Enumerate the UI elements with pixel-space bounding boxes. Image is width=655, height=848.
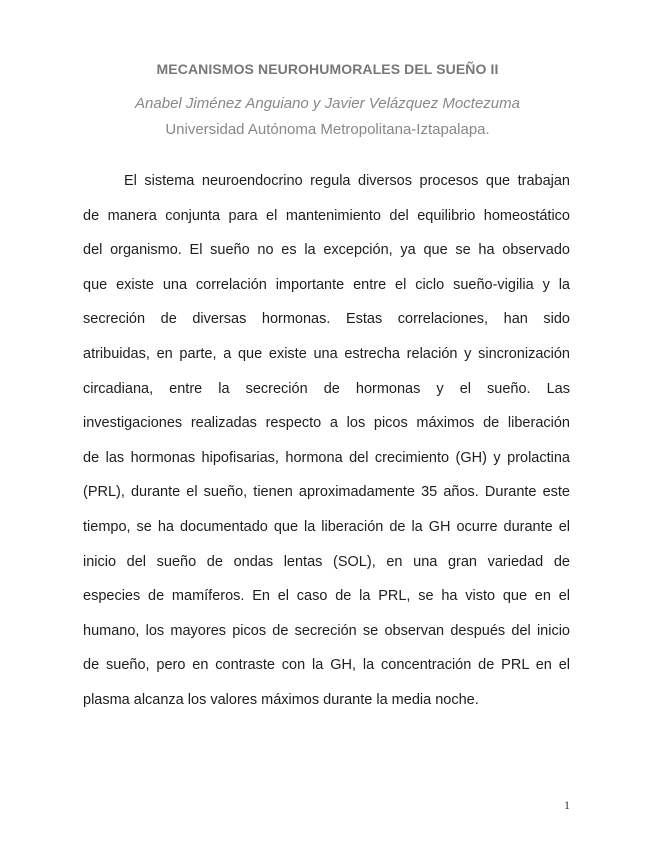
paragraph-line: investigaciones realizadas respecto a los picos máximos de liberación [83, 415, 570, 432]
paragraph-line: del organismo. El sueño no es la excepción, ya que se ha observado [83, 242, 570, 259]
paragraph-line: inicio del sueño de ondas lentas (SOL), en una gran variedad de [83, 553, 570, 570]
paragraph-line: (PRL), durante el sueño, tienen aproximadamente 35 años. Durante este [83, 484, 570, 501]
paragraph-line: de sueño, pero en contraste con la GH, la concentración de PRL en el [83, 657, 570, 674]
paragraph-line: tiempo, se ha documentado que la liberación de la GH ocurre durante el [83, 518, 570, 535]
paragraph-line: plasma alcanza los valores máximos durante la media noche. [83, 691, 479, 708]
page-number: 1 [564, 798, 570, 812]
paragraph-line: humano, los mayores picos de secreción se observan después del inicio [83, 622, 570, 639]
document-authors: Anabel Jiménez Anguiano y Javier Velázquez Moctezuma [135, 95, 520, 112]
paragraph-line: circadiana, entre la secreción de hormonas y el sueño. Las [83, 380, 570, 397]
paragraph-line: que existe una correlación importante entre el ciclo sueño-vigilia y la [83, 276, 570, 293]
paragraph-line: atribuidas, en parte, a que existe una estrecha relación y sincronización [83, 345, 570, 362]
paragraph-line: El sistema neuroendocrino regula diversos procesos que trabajan [124, 173, 570, 189]
document-title: MECANISMOS NEUROHUMORALES DEL SUEÑO II [156, 61, 499, 77]
document-affiliation: Universidad Autónoma Metropolitana-Iztapalapa. [165, 121, 490, 138]
paragraph-line: de manera conjunta para el mantenimiento del equilibrio homeostático [83, 207, 570, 224]
body-paragraph [83, 164, 570, 718]
paragraph-line: secreción de diversas hormonas. Estas correlaciones, han sido [83, 311, 570, 328]
paragraph-line: de las hormonas hipofisarias, hormona del crecimiento (GH) y prolactina [83, 449, 570, 466]
paragraph-line: especies de mamíferos. En el caso de la PRL, se ha visto que en el [83, 588, 570, 605]
